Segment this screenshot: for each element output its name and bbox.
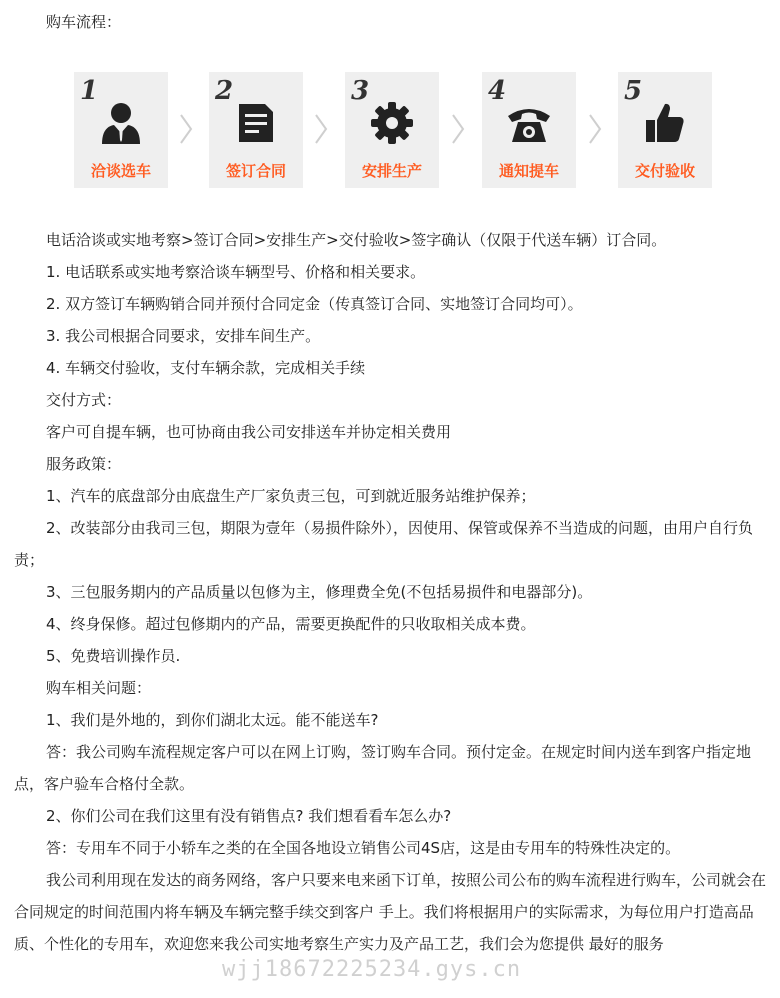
chevron-right-icon [176,112,196,146]
paragraph: 我公司利用现在发达的商务网络，客户只要来电来函下订单，按照公司公布的购车流程进行购车，公司就会在合同规定的时间范围内将车辆及车辆完整手续交到客户 手上。我们将根据用户的实际需求，为每位用户打造高品质、个性化的专用车，欢迎您来我公司实地考察生产实力及产品工艺，我们会为您提供 最好的服务 [14,871,767,953]
paragraph: 1、我们是外地的，到你们湖北太远。能不能送车? [46,711,379,729]
purchase-flow-diagram [0,72,780,190]
step-label: 通知提车 [498,162,559,180]
chevron-right-icon [585,112,605,146]
step-label: 安排生产 [361,162,422,180]
step-label: 签订合同 [225,162,286,180]
paragraph: 答：我公司购车流程规定客户可以在网上订购，签订购车合同。预付定金。在规定时间内送车到客户指定地点，客户验车合格付全款。 [14,743,752,793]
step-number: 3 [351,76,370,106]
paragraph: 2. 双方签订车辆购销合同并预付合同定金（传真签订合同、实地签订合同均可）。 [46,295,583,313]
section-label: 购车相关问题： [46,679,152,697]
person-icon [98,100,144,146]
flow-step-4 [482,72,576,188]
step-number: 4 [488,76,507,106]
paragraph: 答：专用车不同于小轿车之类的在全国各地设立销售公司4S店，这是由专用车的特殊性决定的。 [46,839,681,857]
section-label: 交付方式： [46,391,122,409]
step-number: 2 [215,76,234,106]
paragraph: 5、免费培训操作员. [46,647,181,665]
paragraph: 电话洽谈或实地考察>签订合同>安排生产>交付验收>签字确认（仅限于代送车辆）订合同。 [46,231,667,249]
gear-icon [369,100,415,146]
paragraph: 4. 车辆交付验收，支付车辆余款，完成相关手续 [46,359,366,377]
chevron-right-icon [311,112,331,146]
step-number: 5 [624,76,643,106]
chevron-right-icon [448,112,468,146]
paragraph: 2、你们公司在我们这里有没有销售点? 我们想看看车怎么办? [46,807,452,825]
flow-step-5 [618,72,712,188]
paragraph: 1. 电话联系或实地考察洽谈车辆型号、价格和相关要求。 [46,263,426,281]
step-label: 洽谈选车 [90,162,151,180]
flow-step-1 [74,72,168,188]
step-label: 交付验收 [634,162,695,180]
section-title: 购车流程： [46,13,122,31]
watermark: wjj18672225234.gys.cn [222,957,522,982]
paragraph: 3、三包服务期内的产品质量以包修为主，修理费全免(不包括易损件和电器部分)。 [46,583,593,601]
flow-step-3 [345,72,439,188]
paragraph: 4、终身保修。超过包修期内的产品，需要更换配件的只收取相关成本费。 [46,615,536,633]
step-number: 1 [80,76,99,106]
section-label: 服务政策： [46,455,122,473]
flow-step-2 [209,72,303,188]
document-icon [233,100,279,146]
paragraph: 2、改装部分由我司三包，期限为壹年（易损件除外），因使用、保管或保养不当造成的问题，由用户自行负责； [14,519,754,569]
thumbs-up-icon [642,100,688,146]
paragraph: 1、汽车的底盘部分由底盘生产厂家负责三包，可到就近服务站维护保养； [46,487,536,505]
paragraph: 3. 我公司根据合同要求，安排车间生产。 [46,327,321,345]
telephone-icon [506,100,552,146]
paragraph: 客户可自提车辆，也可协商由我公司安排送车并协定相关费用 [46,423,452,441]
